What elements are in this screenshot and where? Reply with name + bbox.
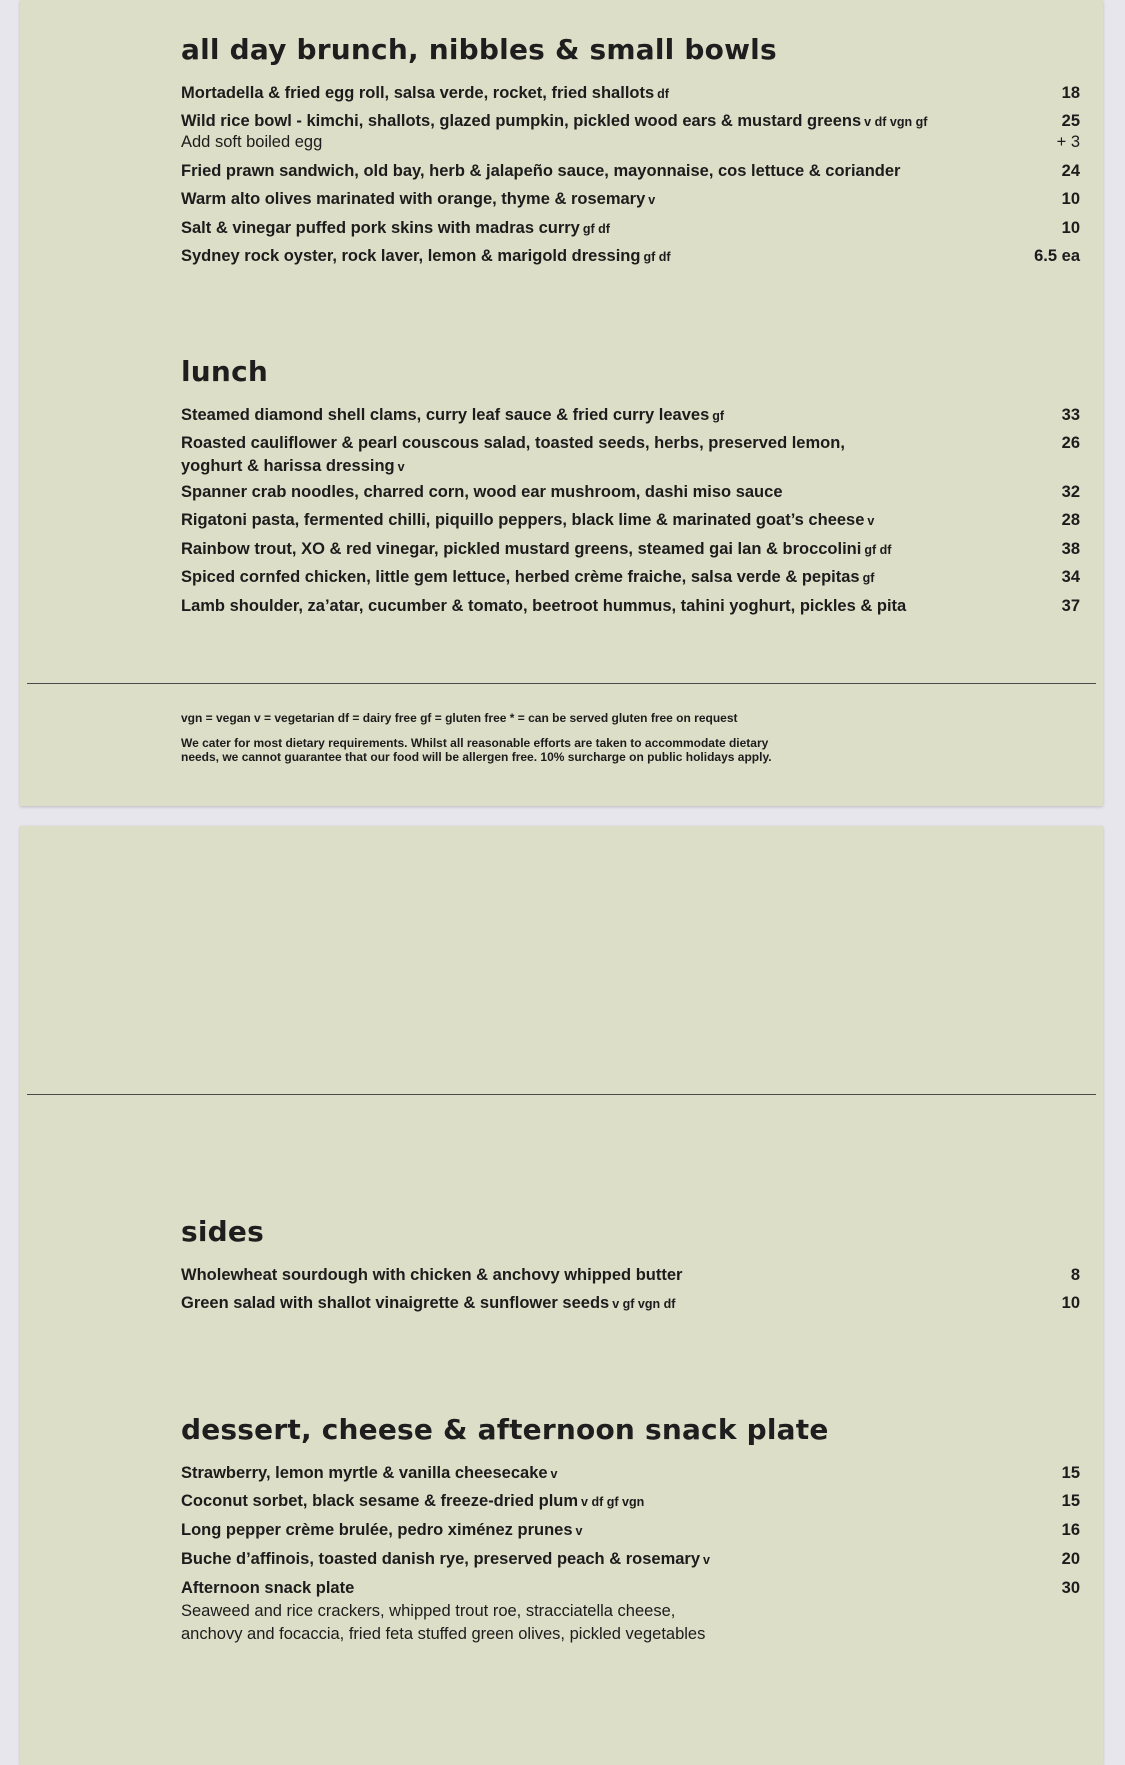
menu-item-price: 34 xyxy=(1061,568,1080,586)
menu-item-name: Spanner crab noodles, charred corn, wood ear mushroom, dashi miso sauce xyxy=(181,483,783,501)
menu-item-price: 20 xyxy=(1061,1550,1080,1568)
menu-item-price: 18 xyxy=(1061,84,1080,102)
dietary-tags: v df gf vgn xyxy=(581,1495,645,1509)
lunch-section xyxy=(181,354,1080,620)
menu-item-name: Steamed diamond shell clams, curry leaf sauce & fried curry leaves xyxy=(181,406,710,424)
menu-item-price: 33 xyxy=(1061,406,1080,424)
menu-item-price: 10 xyxy=(1061,190,1080,208)
dietary-tags: gf df xyxy=(582,222,610,236)
menu-item-price: 15 xyxy=(1061,1464,1080,1482)
menu-item-name: Wild rice bowl - kimchi, shallots, glazed pumpkin, pickled wood ears & mustard greens xyxy=(181,112,862,130)
menu-item-name: Sydney rock oyster, rock laver, lemon & marigold dressing xyxy=(181,247,641,265)
menu-item-description-line2: anchovy and focaccia, fried feta stuffed green olives, pickled vegetables xyxy=(181,1625,706,1643)
menu-item-name: Lamb shoulder, za’atar, cucumber & tomato, beetroot hummus, tahini yoghurt, pickles & pita xyxy=(181,597,907,615)
dietary-tags: gf xyxy=(712,409,725,423)
menu-item-name: Buche d’affinois, toasted danish rye, preserved peach & rosemary xyxy=(181,1550,701,1568)
menu-item-name: Wholewheat sourdough with chicken & anchovy whipped butter xyxy=(181,1266,683,1284)
section-title: dessert, cheese & afternoon snack plate xyxy=(181,1413,829,1446)
menu-item-price: 25 xyxy=(1061,112,1080,130)
section-title: sides xyxy=(181,1215,264,1248)
allergen-note-line1: We cater for most dietary requirements. Whilst all reasonable efforts are taken to accommodate dietary xyxy=(181,736,769,750)
menu-item-name-line2: yoghurt & harissa dressing xyxy=(181,457,395,475)
allergen-note-line2: needs, we cannot guarantee that our food will be allergen free. 10% surcharge on public holidays apply. xyxy=(181,750,772,764)
menu-item-name: Add soft boiled egg xyxy=(181,133,323,151)
dietary-tags: v df vgn gf xyxy=(864,115,928,129)
dietary-tags: gf df xyxy=(864,543,892,557)
menu-item-price: + 3 xyxy=(1056,133,1080,151)
divider xyxy=(27,683,1096,684)
menu-item-description-line1: Seaweed and rice crackers, whipped trout roe, stracciatella cheese, xyxy=(181,1602,676,1620)
menu-item-name: Rainbow trout, XO & red vinegar, pickled mustard greens, steamed gai lan & broccolini xyxy=(181,540,862,558)
section-title: all day brunch, nibbles & small bowls xyxy=(181,33,777,66)
menu-item-price: 8 xyxy=(1070,1266,1080,1284)
menu-item-price: 15 xyxy=(1061,1492,1080,1510)
menu-item-price: 6.5 ea xyxy=(1034,247,1080,265)
section-title: lunch xyxy=(181,355,268,388)
menu-item-name: Rigatoni pasta, fermented chilli, piquillo peppers, black lime & marinated goat’s cheese xyxy=(181,511,865,529)
brunch-section xyxy=(181,32,1080,268)
menu-item-name: Warm alto olives marinated with orange, thyme & rosemary xyxy=(181,190,646,208)
menu-page-2 xyxy=(20,826,1103,1765)
menu-item-name: Fried prawn sandwich, old bay, herb & jalapeño sauce, mayonnaise, cos lettuce & coriander xyxy=(181,162,901,180)
menu-item-price: 37 xyxy=(1061,597,1080,615)
sides-section xyxy=(181,1214,1080,1320)
dietary-tags: v xyxy=(550,1467,558,1481)
menu-item-name: Roasted cauliflower & pearl couscous salad, toasted seeds, herbs, preserved lemon, xyxy=(181,434,845,452)
dietary-tags: gf xyxy=(862,571,875,585)
menu-item-price: 28 xyxy=(1061,511,1080,529)
menu-item-name: Mortadella & fried egg roll, salsa verde, rocket, fried shallots xyxy=(181,84,655,102)
menu-item-price: 32 xyxy=(1061,483,1080,501)
menu-item-name: Afternoon snack plate xyxy=(181,1579,355,1597)
menu-item-name: Strawberry, lemon myrtle & vanilla cheesecake xyxy=(181,1464,548,1482)
menu-item-price: 30 xyxy=(1061,1579,1080,1597)
menu-item-name: Green salad with shallot vinaigrette & sunflower seeds xyxy=(181,1294,610,1312)
menu-item-name: Spiced cornfed chicken, little gem lettuce, herbed crème fraiche, salsa verde & pepitas xyxy=(181,568,860,586)
menu-item-price: 38 xyxy=(1061,540,1080,558)
dietary-tags: df xyxy=(657,87,669,101)
dietary-tags: v xyxy=(648,193,656,207)
dietary-tags: v xyxy=(703,1553,710,1567)
divider xyxy=(27,1094,1096,1095)
menu-item-name: Coconut sorbet, black sesame & freeze-dried plum xyxy=(181,1492,579,1510)
menu-page-1 xyxy=(20,0,1103,806)
menu-item-price: 16 xyxy=(1061,1521,1080,1539)
dietary-legend: vgn = vegan v = vegetarian df = dairy free gf = gluten free * = can be served gluten free on request xyxy=(181,711,738,725)
dietary-tags: v xyxy=(867,514,875,528)
menu-item-price: 24 xyxy=(1061,162,1080,180)
menu-item-price: 10 xyxy=(1061,1294,1080,1312)
menu-item-name: Long pepper crème brulée, pedro ximénez prunes xyxy=(181,1521,573,1539)
menu-item-price: 26 xyxy=(1061,434,1080,452)
dietary-tags: v xyxy=(397,460,405,474)
menu-item-price: 10 xyxy=(1061,219,1080,237)
dessert-section xyxy=(181,1412,1080,1648)
dietary-tags: gf df xyxy=(643,250,671,264)
dietary-tags: v gf vgn df xyxy=(612,1297,676,1311)
dietary-tags: v xyxy=(575,1524,583,1538)
menu-item-name: Salt & vinegar puffed pork skins with madras curry xyxy=(181,219,580,237)
